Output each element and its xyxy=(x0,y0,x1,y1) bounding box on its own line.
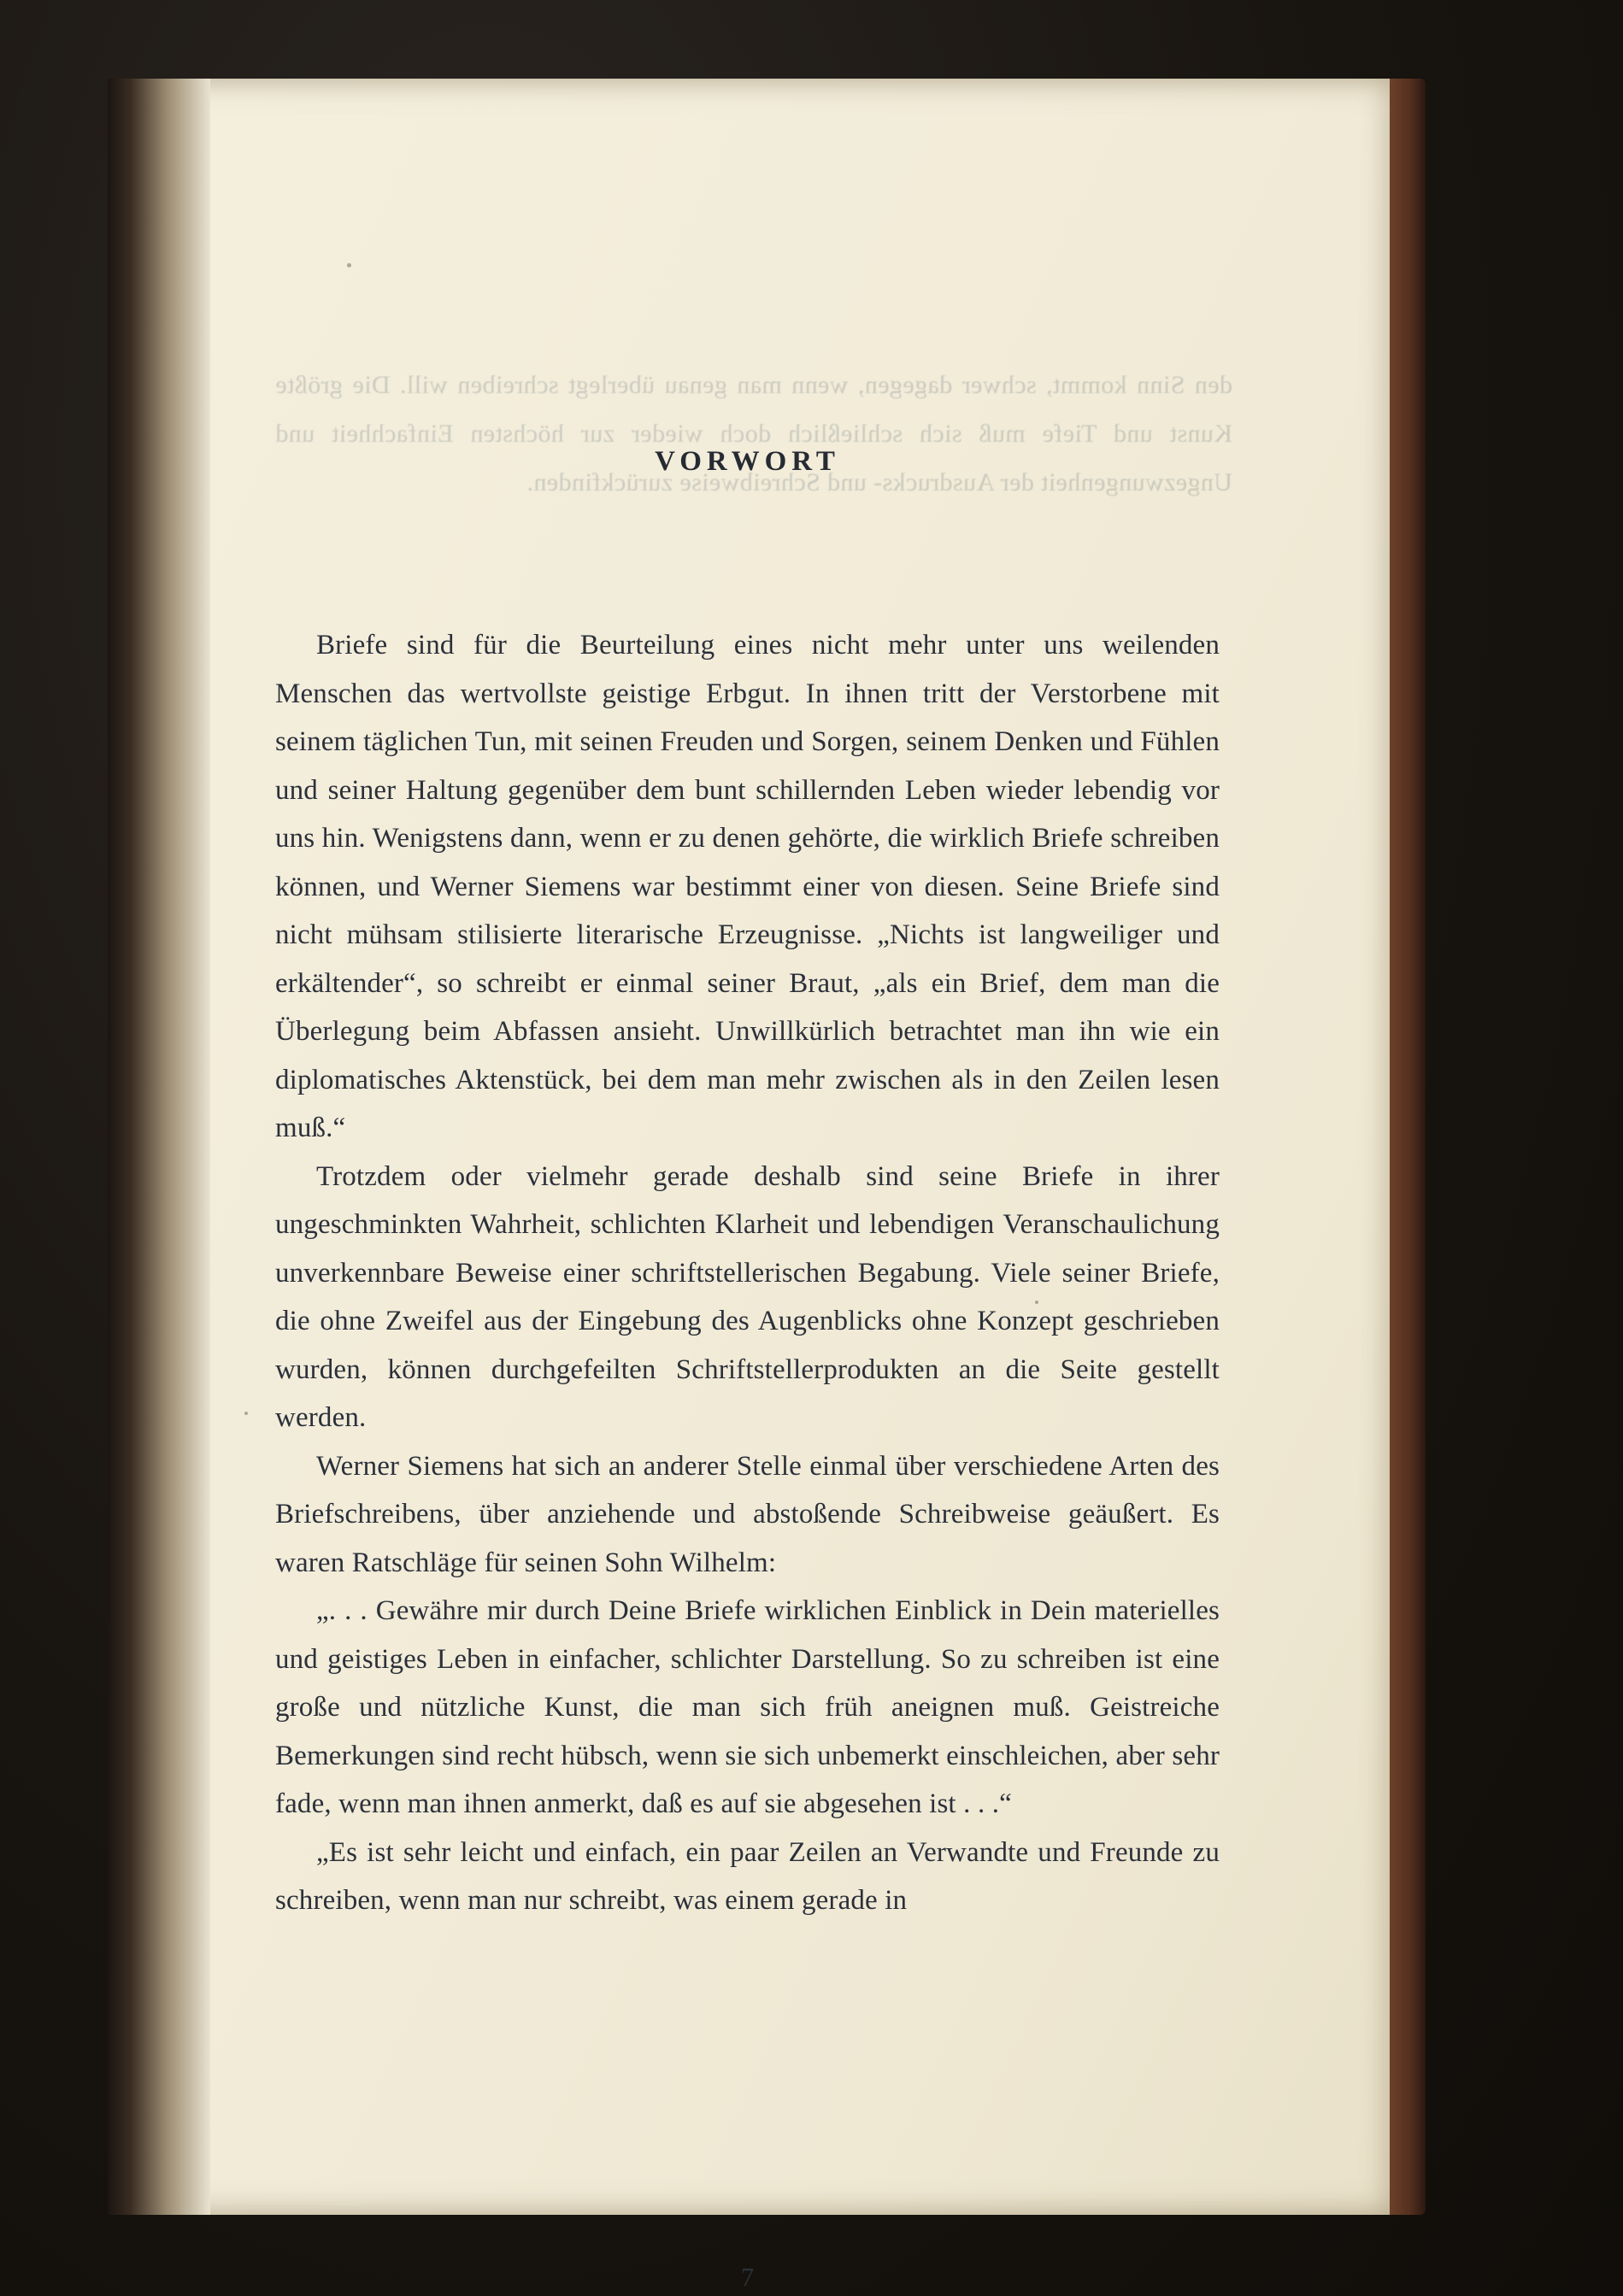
paper-speck xyxy=(347,263,351,267)
page-text-block xyxy=(275,446,1220,2292)
page-number: 7 xyxy=(740,2262,755,2292)
paper-speck xyxy=(1035,1301,1038,1304)
book-gutter-shadow xyxy=(108,79,210,2215)
paragraph: Trotzdem oder vielmehr gerade deshalb sind seine Briefe in ihrer ungeschminkten Wahrheit, schlichten Klarheit und lebendigen Veranschaulichung unverkennbare Beweise einer schriftstellerischen Begabung. Viele seiner Briefe, die ohne Zweifel aus der Eingebung des Augenblicks ohne Konzept geschrieben wurden, können durchgefeilten Schriftstellerprodukten an die Seite gestellt werden. xyxy=(275,1160,1220,1433)
verso-showthrough-text: den Sinn kommt, schwer dagegen, wenn man genau überlegt schreiben will. Die größte Kunst und Tiefe muß sich schließlich doch wieder zur höchsten Einfachheit und Ungezwungenheit der Ausdrucks- und Schreibweise zurückfinden. xyxy=(275,371,1232,496)
book xyxy=(41,79,1426,2292)
paragraph: Briefe sind für die Beurteilung eines nicht mehr unter uns weilenden Menschen das wertvollste geistige Erbgut. In ihnen tritt der Verstorbene mit seinem täglichen Tun, mit seinen Freuden und Sorgen, seinem Denken und Fühlen und seiner Haltung gegenüber dem bunt schillernden Leben wieder lebendig vor uns hin. Wenigstens dann, wenn er zu denen gehörte, die wirklich Briefe schreiben können, und Werner Siemens war bestimmt einer von diesen. Seine Briefe sind nicht mühsam stilisierte literarische Erzeugnisse. „Nichts ist langweiliger und erkältender“, so schreibt er einmal seiner Braut, „als ein Brief, dem man die Überlegung beim Abfassen ansieht. Unwillkürlich betrachtet man ihn wie ein diplomatisches Aktenstück, bei dem man mehr zwischen als in den Zeilen lesen muß.“ xyxy=(275,630,1220,1143)
paper-speck xyxy=(244,1412,248,1415)
paragraph: Werner Siemens hat sich an anderer Stelle einmal über verschiedene Arten des Briefschreibens, über anziehende und abstoßende Schreibweise geäußert. Es waren Ratschläge für seinen Sohn Wilhelm: xyxy=(275,1450,1220,1578)
book-page xyxy=(108,79,1390,2292)
page-title: VORWORT xyxy=(655,446,840,477)
paragraph: „Es ist sehr leicht und einfach, ein paar Zeilen an Verwandte und Freunde zu schreiben, wenn man nur schreibt, was einem gerade in xyxy=(275,1836,1220,1916)
paragraph: „. . . Gewähre mir durch Deine Briefe wirklichen Einblick in Dein materielles und geistiges Leben in einfacher, schlichter Darstellung. So zu schreiben ist eine große und nützliche Kunst, die man sich früh aneignen muß. Geistreiche Bemerkungen sind recht hübsch, wenn sie sich unbemerkt einschleichen, aber sehr fade, wenn man ihnen anmerkt, daß es auf sie abgesehen ist . . .“ xyxy=(275,1595,1220,1819)
